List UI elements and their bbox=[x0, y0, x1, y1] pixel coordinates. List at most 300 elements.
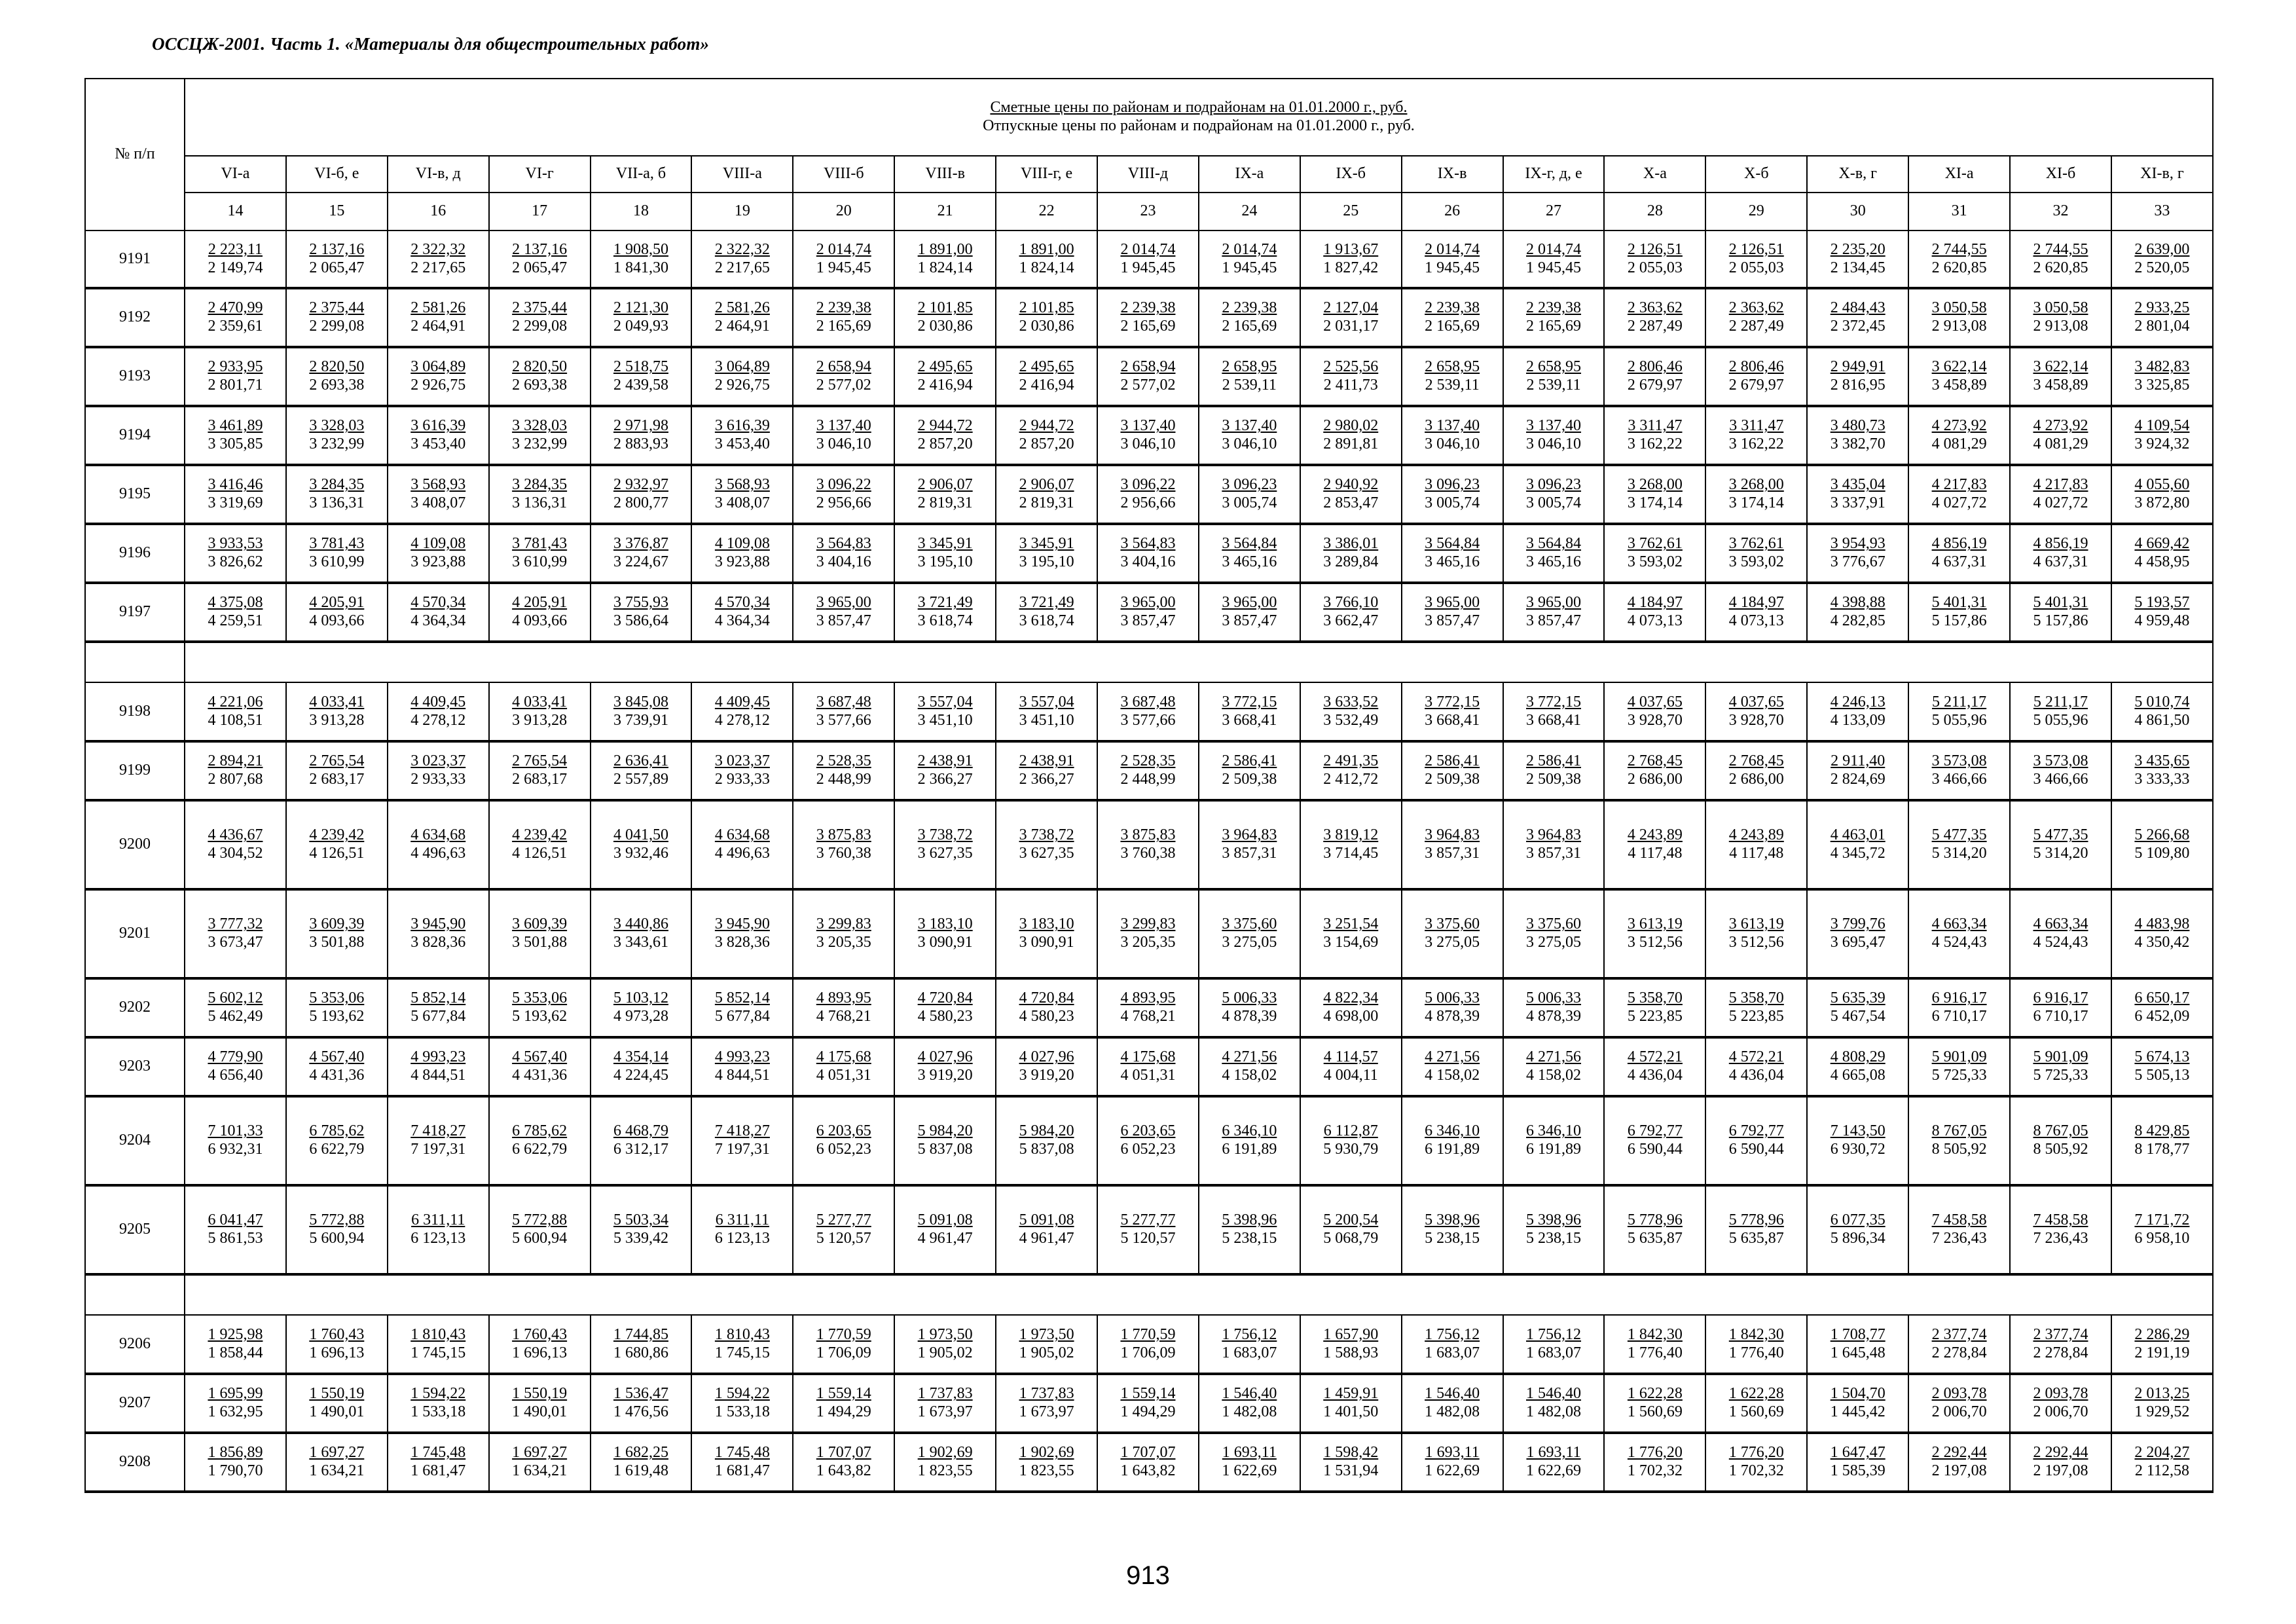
row-number: 9191 bbox=[85, 231, 185, 288]
estimated-price: 2 491,35 bbox=[1323, 752, 1379, 770]
wholesale-price: 1 585,39 bbox=[1830, 1462, 1886, 1479]
estimated-price: 4 271,56 bbox=[1425, 1048, 1480, 1066]
price-cell bbox=[1807, 741, 1908, 800]
estimated-price: 3 023,37 bbox=[714, 752, 770, 770]
wholesale-price: 3 382,70 bbox=[1830, 435, 1886, 452]
wholesale-price: 2 807,68 bbox=[208, 771, 263, 788]
price-cell bbox=[2111, 800, 2213, 889]
wholesale-price: 2 197,08 bbox=[2033, 1462, 2088, 1479]
wholesale-price: 4 665,08 bbox=[1830, 1067, 1886, 1084]
wholesale-price: 5 238,15 bbox=[1526, 1230, 1582, 1247]
estimated-price: 4 570,34 bbox=[410, 594, 466, 612]
estimated-price: 6 792,77 bbox=[1627, 1122, 1683, 1140]
estimated-price: 2 933,25 bbox=[2134, 299, 2190, 317]
estimated-price: 2 375,44 bbox=[309, 299, 365, 317]
wholesale-price: 4 004,11 bbox=[1323, 1067, 1378, 1084]
estimated-price: 3 050,58 bbox=[1931, 299, 1987, 317]
estimated-price: 3 064,89 bbox=[410, 358, 466, 376]
price-cell bbox=[691, 1315, 793, 1374]
estimated-price: 2 518,75 bbox=[613, 358, 668, 376]
price-cell bbox=[1503, 524, 1605, 583]
wholesale-price: 3 275,05 bbox=[1526, 934, 1582, 951]
wholesale-price: 4 158,02 bbox=[1425, 1067, 1480, 1084]
estimated-price: 1 842,30 bbox=[1627, 1325, 1683, 1343]
wholesale-price: 3 275,05 bbox=[1222, 934, 1277, 951]
wholesale-price: 2 816,95 bbox=[1830, 377, 1886, 394]
estimated-price: 5 984,20 bbox=[917, 1122, 973, 1140]
estimated-price: 1 760,43 bbox=[512, 1325, 568, 1343]
estimated-price: 4 634,68 bbox=[410, 826, 466, 844]
wholesale-price: 1 494,29 bbox=[816, 1403, 871, 1420]
row-number: 9194 bbox=[85, 406, 185, 465]
wholesale-price: 5 314,20 bbox=[1931, 845, 1987, 862]
wholesale-price: 1 494,29 bbox=[1120, 1403, 1176, 1420]
wholesale-price: 2 055,03 bbox=[1728, 259, 1784, 276]
district-header: XI-в, г bbox=[2111, 156, 2213, 193]
wholesale-price: 1 645,48 bbox=[1830, 1344, 1886, 1361]
price-cell bbox=[591, 800, 692, 889]
estimated-price: 4 993,23 bbox=[410, 1048, 466, 1066]
wholesale-price: 2 857,20 bbox=[1019, 435, 1074, 452]
wholesale-price: 1 790,70 bbox=[208, 1462, 263, 1479]
estimated-price: 1 810,43 bbox=[714, 1325, 770, 1343]
price-cell bbox=[388, 1096, 489, 1185]
wholesale-price: 2 448,99 bbox=[1120, 771, 1176, 788]
estimated-price: 1 891,00 bbox=[917, 240, 973, 258]
table-row bbox=[85, 889, 2213, 978]
wholesale-price: 4 224,45 bbox=[613, 1067, 668, 1084]
wholesale-price: 3 465,16 bbox=[1425, 553, 1480, 570]
price-cell bbox=[2111, 1433, 2213, 1492]
estimated-price: 4 856,19 bbox=[2033, 535, 2088, 553]
price-cell bbox=[1402, 583, 1503, 642]
price-cell bbox=[1402, 800, 1503, 889]
wholesale-price: 1 905,02 bbox=[917, 1344, 973, 1361]
wholesale-price: 2 416,94 bbox=[917, 377, 973, 394]
price-cell bbox=[185, 1185, 286, 1274]
price-cell bbox=[1402, 741, 1503, 800]
price-cell bbox=[1604, 465, 1705, 524]
price-cell bbox=[996, 231, 1097, 288]
wholesale-price: 2 359,61 bbox=[208, 318, 263, 335]
estimated-price: 3 345,91 bbox=[917, 535, 973, 553]
estimated-price: 1 693,11 bbox=[1425, 1444, 1480, 1462]
estimated-price: 3 965,00 bbox=[1526, 594, 1582, 612]
wholesale-price: 4 524,43 bbox=[1931, 934, 1987, 951]
price-cell bbox=[185, 524, 286, 583]
wholesale-price: 2 824,69 bbox=[1830, 771, 1886, 788]
wholesale-price: 3 005,74 bbox=[1222, 494, 1277, 511]
estimated-price: 6 112,87 bbox=[1323, 1122, 1378, 1140]
price-cell bbox=[388, 583, 489, 642]
estimated-price: 4 109,08 bbox=[714, 535, 770, 553]
estimated-price: 4 239,42 bbox=[512, 826, 568, 844]
wholesale-price: 6 191,89 bbox=[1425, 1141, 1480, 1158]
price-cell bbox=[489, 741, 591, 800]
price-cell bbox=[1402, 889, 1503, 978]
table-row bbox=[85, 1315, 2213, 1374]
estimated-price: 2 137,16 bbox=[512, 240, 568, 258]
estimated-price: 7 418,27 bbox=[714, 1122, 770, 1140]
wholesale-price: 3 610,99 bbox=[512, 553, 568, 570]
wholesale-price: 3 162,22 bbox=[1728, 435, 1784, 452]
price-cell bbox=[591, 978, 692, 1037]
wholesale-price: 3 319,69 bbox=[208, 494, 263, 511]
price-cell bbox=[1300, 1037, 1402, 1096]
wholesale-price: 4 051,31 bbox=[816, 1067, 871, 1084]
wholesale-price: 1 776,40 bbox=[1728, 1344, 1784, 1361]
wholesale-price: 5 223,85 bbox=[1728, 1008, 1784, 1025]
wholesale-price: 8 505,92 bbox=[1931, 1141, 1987, 1158]
price-cell bbox=[996, 1433, 1097, 1492]
wholesale-price: 6 932,31 bbox=[208, 1141, 263, 1158]
wholesale-price: 2 679,97 bbox=[1627, 377, 1683, 394]
wholesale-price: 3 668,41 bbox=[1425, 711, 1480, 729]
wholesale-price: 1 622,69 bbox=[1222, 1462, 1277, 1479]
column-number: 28 bbox=[1604, 193, 1705, 231]
price-cell bbox=[2010, 524, 2111, 583]
estimated-price: 3 461,89 bbox=[208, 417, 263, 435]
district-header: X-а bbox=[1604, 156, 1705, 193]
wholesale-price: 5 238,15 bbox=[1222, 1230, 1277, 1247]
wholesale-price: 2 031,17 bbox=[1323, 318, 1379, 335]
price-cell bbox=[793, 524, 894, 583]
column-number: 27 bbox=[1503, 193, 1605, 231]
estimated-price: 2 322,32 bbox=[714, 240, 770, 258]
price-cell bbox=[894, 682, 996, 741]
estimated-price: 3 564,84 bbox=[1425, 535, 1480, 553]
price-cell bbox=[1604, 231, 1705, 288]
estimated-price: 4 239,42 bbox=[309, 826, 365, 844]
price-cell bbox=[1908, 1374, 2010, 1433]
price-cell bbox=[286, 231, 388, 288]
wholesale-price: 3 826,62 bbox=[208, 553, 263, 570]
price-cell bbox=[996, 288, 1097, 347]
estimated-price: 5 401,31 bbox=[1931, 594, 1987, 612]
wholesale-price: 3 512,56 bbox=[1627, 934, 1683, 951]
wholesale-price: 4 973,28 bbox=[613, 1008, 668, 1025]
estimated-price: 3 137,40 bbox=[1120, 417, 1176, 435]
estimated-price: 5 277,77 bbox=[1120, 1211, 1176, 1229]
wholesale-price: 6 622,79 bbox=[512, 1141, 568, 1158]
wholesale-price: 4 861,50 bbox=[2134, 711, 2190, 729]
price-cell bbox=[996, 406, 1097, 465]
estimated-price: 6 077,35 bbox=[1830, 1211, 1886, 1229]
row-number: 9202 bbox=[85, 978, 185, 1037]
wholesale-price: 4 431,36 bbox=[309, 1067, 365, 1084]
estimated-price: 3 799,76 bbox=[1830, 915, 1886, 933]
wholesale-price: 4 844,51 bbox=[410, 1067, 466, 1084]
estimated-price: 3 933,53 bbox=[208, 535, 263, 553]
price-cell bbox=[1199, 682, 1300, 741]
price-cell bbox=[1300, 465, 1402, 524]
wholesale-price: 3 466,66 bbox=[2033, 771, 2088, 788]
price-cell bbox=[185, 288, 286, 347]
wholesale-price: 2 539,11 bbox=[1222, 377, 1277, 394]
price-cell bbox=[489, 1433, 591, 1492]
wholesale-price: 1 588,93 bbox=[1323, 1344, 1379, 1361]
wholesale-price: 1 776,40 bbox=[1627, 1344, 1683, 1361]
estimated-price: 3 435,04 bbox=[1830, 476, 1886, 494]
wholesale-price: 3 618,74 bbox=[917, 612, 973, 629]
estimated-price: 3 064,89 bbox=[714, 358, 770, 376]
price-cell bbox=[489, 800, 591, 889]
wholesale-price: 3 739,91 bbox=[613, 711, 668, 729]
estimated-price: 2 586,41 bbox=[1425, 752, 1480, 770]
estimated-price: 5 477,35 bbox=[1931, 826, 1987, 844]
estimated-price: 3 781,43 bbox=[309, 535, 365, 553]
estimated-price: 1 891,00 bbox=[1019, 240, 1074, 258]
estimated-price: 1 842,30 bbox=[1728, 1325, 1784, 1343]
estimated-price: 2 744,55 bbox=[1931, 240, 1987, 258]
wholesale-price: 4 436,04 bbox=[1728, 1067, 1784, 1084]
wholesale-price: 3 610,99 bbox=[309, 553, 365, 570]
price-cell bbox=[1705, 288, 1807, 347]
estimated-price: 5 277,77 bbox=[816, 1211, 871, 1229]
wholesale-price: 3 174,14 bbox=[1728, 494, 1784, 511]
estimated-price: 2 438,91 bbox=[917, 752, 973, 770]
price-cell bbox=[1199, 1374, 1300, 1433]
estimated-price: 3 251,54 bbox=[1323, 915, 1379, 933]
estimated-price: 1 559,14 bbox=[816, 1385, 871, 1403]
price-cell bbox=[591, 1433, 692, 1492]
price-cell bbox=[388, 1037, 489, 1096]
price-cell bbox=[894, 1185, 996, 1274]
wholesale-price: 3 501,88 bbox=[512, 934, 568, 951]
price-cell bbox=[1807, 347, 1908, 406]
table-row bbox=[85, 1037, 2213, 1096]
wholesale-price: 4 278,12 bbox=[410, 711, 466, 729]
estimated-price: 3 573,08 bbox=[1931, 752, 1987, 770]
price-cell bbox=[1300, 800, 1402, 889]
price-cell bbox=[185, 583, 286, 642]
price-cell bbox=[1300, 288, 1402, 347]
estimated-price: 1 546,40 bbox=[1526, 1385, 1582, 1403]
estimated-price: 4 041,50 bbox=[613, 826, 668, 844]
wholesale-price: 2 191,19 bbox=[2134, 1344, 2190, 1361]
estimated-price: 2 292,44 bbox=[1931, 1444, 1987, 1462]
wholesale-price: 2 412,72 bbox=[1323, 771, 1379, 788]
price-cell bbox=[1097, 1096, 1199, 1185]
estimated-price: 2 906,07 bbox=[1019, 476, 1074, 494]
estimated-price: 4 993,23 bbox=[714, 1048, 770, 1066]
wholesale-price: 4 278,12 bbox=[714, 711, 770, 729]
wholesale-price: 6 710,17 bbox=[2033, 1008, 2088, 1025]
price-cell bbox=[2111, 231, 2213, 288]
column-number: 32 bbox=[2010, 193, 2111, 231]
price-cell bbox=[1604, 1037, 1705, 1096]
estimated-price: 7 143,50 bbox=[1830, 1122, 1886, 1140]
wholesale-price: 4 878,39 bbox=[1425, 1008, 1480, 1025]
estimated-price: 2 286,29 bbox=[2134, 1325, 2190, 1343]
estimated-price: 2 495,65 bbox=[1019, 358, 1074, 376]
row-number: 9198 bbox=[85, 682, 185, 741]
wholesale-price: 1 681,47 bbox=[410, 1462, 466, 1479]
wholesale-price: 5 861,53 bbox=[208, 1230, 263, 1247]
wholesale-price: 5 223,85 bbox=[1627, 1008, 1683, 1025]
wholesale-price: 1 683,07 bbox=[1526, 1344, 1582, 1361]
estimated-price: 5 852,14 bbox=[410, 989, 466, 1007]
price-cell bbox=[894, 1374, 996, 1433]
price-cell bbox=[286, 583, 388, 642]
wholesale-price: 2 065,47 bbox=[309, 259, 365, 276]
wholesale-price: 3 776,67 bbox=[1830, 553, 1886, 570]
price-cell bbox=[1604, 1096, 1705, 1185]
estimated-price: 3 609,39 bbox=[309, 915, 365, 933]
table-row bbox=[85, 800, 2213, 889]
price-cell bbox=[1908, 978, 2010, 1037]
row-number: 9201 bbox=[85, 889, 185, 978]
price-cell bbox=[185, 231, 286, 288]
wholesale-price: 3 714,45 bbox=[1323, 845, 1379, 862]
price-cell bbox=[2010, 1374, 2111, 1433]
wholesale-price: 2 683,17 bbox=[309, 771, 365, 788]
wholesale-price: 4 304,52 bbox=[208, 845, 263, 862]
estimated-price: 5 358,70 bbox=[1627, 989, 1683, 1007]
estimated-price: 2 581,26 bbox=[410, 299, 466, 317]
estimated-price: 5 353,06 bbox=[512, 989, 568, 1007]
price-cell bbox=[1199, 465, 1300, 524]
estimated-price: 2 127,04 bbox=[1323, 299, 1379, 317]
estimated-price: 1 902,69 bbox=[1019, 1444, 1074, 1462]
price-cell bbox=[1199, 524, 1300, 583]
price-cell bbox=[489, 1037, 591, 1096]
wholesale-price: 3 154,69 bbox=[1323, 934, 1379, 951]
price-cell bbox=[591, 889, 692, 978]
wholesale-price: 4 768,21 bbox=[816, 1008, 871, 1025]
estimated-price: 3 622,14 bbox=[1931, 358, 1987, 376]
estimated-price: 2 470,99 bbox=[208, 299, 263, 317]
price-cell bbox=[1503, 347, 1605, 406]
estimated-price: 4 634,68 bbox=[714, 826, 770, 844]
estimated-price: 3 622,14 bbox=[2033, 358, 2088, 376]
wholesale-price: 2 520,05 bbox=[2134, 259, 2190, 276]
estimated-price: 5 006,33 bbox=[1222, 989, 1277, 1007]
price-cell bbox=[793, 1433, 894, 1492]
estimated-price: 2 375,44 bbox=[512, 299, 568, 317]
wholesale-price: 3 618,74 bbox=[1019, 612, 1074, 629]
estimated-price: 3 345,91 bbox=[1019, 535, 1074, 553]
estimated-price: 4 669,42 bbox=[2134, 535, 2190, 553]
estimated-price: 3 386,01 bbox=[1323, 535, 1379, 553]
estimated-price: 4 175,68 bbox=[816, 1048, 871, 1066]
estimated-price: 3 096,23 bbox=[1222, 476, 1277, 494]
row-number: 9195 bbox=[85, 465, 185, 524]
price-cell bbox=[489, 347, 591, 406]
estimated-price: 3 613,19 bbox=[1627, 915, 1683, 933]
price-cell bbox=[1604, 1433, 1705, 1492]
estimated-price: 2 639,00 bbox=[2134, 240, 2190, 258]
price-cell bbox=[996, 1185, 1097, 1274]
estimated-price: 3 268,00 bbox=[1627, 476, 1683, 494]
wholesale-price: 2 933,33 bbox=[410, 771, 466, 788]
wholesale-price: 5 157,86 bbox=[1931, 612, 1987, 629]
wholesale-price: 3 232,99 bbox=[512, 435, 568, 452]
wholesale-price: 1 945,45 bbox=[1120, 259, 1176, 276]
wholesale-price: 4 350,42 bbox=[2134, 934, 2190, 951]
column-number: 23 bbox=[1097, 193, 1199, 231]
wholesale-price: 3 857,47 bbox=[816, 612, 871, 629]
price-cell bbox=[691, 347, 793, 406]
wholesale-price: 3 046,10 bbox=[1526, 435, 1582, 452]
price-cell bbox=[388, 406, 489, 465]
price-cell bbox=[1300, 1433, 1402, 1492]
estimated-prices-caption: Сметные цены по районам и подрайонам на 01.01.2000 г., руб. bbox=[990, 99, 1408, 117]
price-cell bbox=[1300, 524, 1402, 583]
estimated-price: 4 243,89 bbox=[1627, 826, 1683, 844]
price-cell bbox=[1097, 583, 1199, 642]
estimated-price: 6 311,11 bbox=[411, 1211, 465, 1229]
estimated-price: 1 756,12 bbox=[1222, 1325, 1277, 1343]
price-cell bbox=[2010, 889, 2111, 978]
wholesale-price: 4 637,31 bbox=[2033, 553, 2088, 570]
price-cell bbox=[1300, 682, 1402, 741]
estimated-price: 2 806,46 bbox=[1728, 358, 1784, 376]
estimated-price: 5 353,06 bbox=[309, 989, 365, 1007]
wholesale-price: 3 928,70 bbox=[1728, 711, 1784, 729]
table-row bbox=[85, 1374, 2213, 1433]
price-cell bbox=[185, 978, 286, 1037]
estimated-price: 3 721,49 bbox=[1019, 594, 1074, 612]
estimated-price: 2 495,65 bbox=[917, 358, 973, 376]
wholesale-price: 6 052,23 bbox=[816, 1141, 871, 1158]
estimated-price: 1 973,50 bbox=[1019, 1325, 1074, 1343]
price-cell bbox=[1199, 1433, 1300, 1492]
wholesale-price: 1 706,09 bbox=[1120, 1344, 1176, 1361]
wholesale-price: 2 416,94 bbox=[1019, 377, 1074, 394]
wholesale-price: 2 165,69 bbox=[1526, 318, 1582, 335]
estimated-price: 3 875,83 bbox=[1120, 826, 1176, 844]
price-cell bbox=[489, 682, 591, 741]
price-cell bbox=[185, 889, 286, 978]
price-cell bbox=[286, 1096, 388, 1185]
wholesale-price: 4 051,31 bbox=[1120, 1067, 1176, 1084]
wholesale-price: 2 620,85 bbox=[1931, 259, 1987, 276]
price-cell bbox=[793, 1315, 894, 1374]
estimated-price: 3 781,43 bbox=[512, 535, 568, 553]
wholesale-price: 3 404,16 bbox=[816, 553, 871, 570]
wholesale-price: 2 464,91 bbox=[714, 318, 770, 335]
wholesale-price: 5 339,42 bbox=[613, 1230, 668, 1247]
wholesale-price: 4 259,51 bbox=[208, 612, 263, 629]
wholesale-price: 5 193,62 bbox=[309, 1008, 365, 1025]
wholesale-price: 2 891,81 bbox=[1323, 435, 1379, 452]
estimated-price: 3 268,00 bbox=[1728, 476, 1784, 494]
estimated-price: 4 808,29 bbox=[1830, 1048, 1886, 1066]
price-cell bbox=[1503, 1315, 1605, 1374]
wholesale-price: 2 509,38 bbox=[1425, 771, 1480, 788]
wholesale-price: 3 458,89 bbox=[2033, 377, 2088, 394]
wholesale-price: 1 681,47 bbox=[714, 1462, 770, 1479]
price-cell bbox=[1402, 231, 1503, 288]
wholesale-price: 6 622,79 bbox=[309, 1141, 365, 1158]
price-cell bbox=[1402, 682, 1503, 741]
price-cell bbox=[996, 347, 1097, 406]
estimated-price: 4 205,91 bbox=[512, 594, 568, 612]
price-cell bbox=[1807, 406, 1908, 465]
wholesale-price: 3 224,67 bbox=[613, 553, 668, 570]
estimated-price: 1 682,25 bbox=[613, 1444, 668, 1462]
estimated-price: 5 103,12 bbox=[613, 989, 668, 1007]
estimated-price: 3 772,15 bbox=[1526, 693, 1582, 710]
estimated-price: 2 093,78 bbox=[2033, 1385, 2088, 1403]
price-cell bbox=[691, 682, 793, 741]
price-cell bbox=[1705, 465, 1807, 524]
wholesale-price: 5 635,87 bbox=[1728, 1230, 1784, 1247]
estimated-price: 3 096,23 bbox=[1526, 476, 1582, 494]
price-cell bbox=[1300, 1374, 1402, 1433]
estimated-price: 1 737,83 bbox=[917, 1385, 973, 1403]
